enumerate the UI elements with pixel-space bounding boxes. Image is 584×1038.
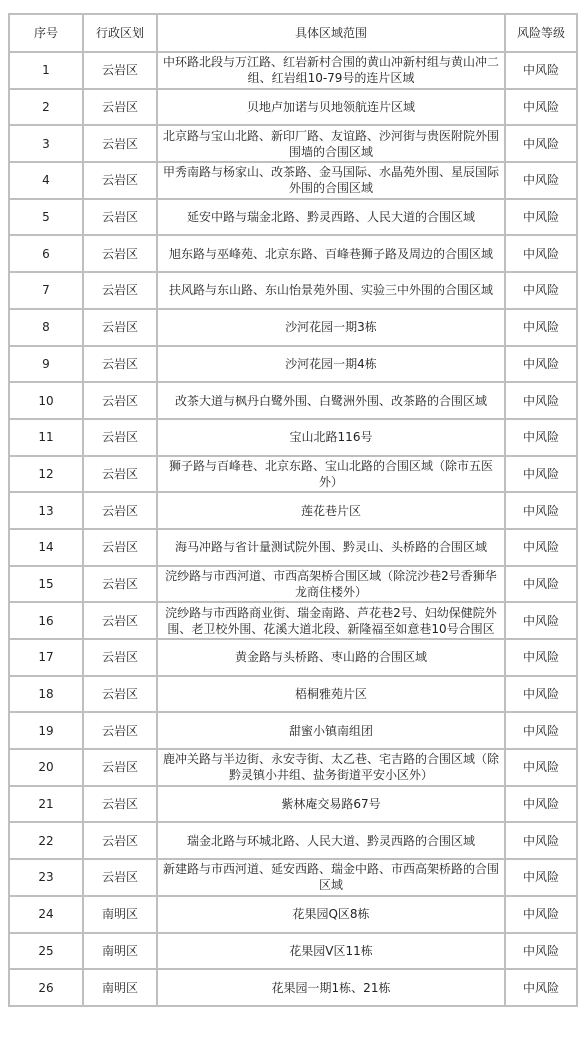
- cell-index: 3: [9, 125, 83, 162]
- cell-risk-level: 中风险: [505, 566, 577, 603]
- cell-district: 云岩区: [83, 89, 157, 126]
- cell-area-scope: 海马冲路与省计量测试院外围、黔灵山、头桥路的合围区域: [157, 529, 505, 566]
- cell-area-scope: 扶风路与东山路、东山怡景苑外围、实验三中外围的合围区域: [157, 272, 505, 309]
- cell-risk-level: 中风险: [505, 199, 577, 236]
- table-row: [9, 125, 577, 162]
- cell-district: 云岩区: [83, 529, 157, 566]
- cell-risk-level: 中风险: [505, 89, 577, 126]
- cell-risk-level: 中风险: [505, 235, 577, 272]
- header-district: 行政区划: [83, 14, 157, 52]
- table-row: [9, 822, 577, 859]
- table-row: [9, 529, 577, 566]
- table-row: [9, 749, 577, 786]
- cell-area-scope: 甜蜜小镇南组团: [157, 712, 505, 749]
- cell-area-scope: 新建路与市西河道、延安西路、瑞金中路、市西高架桥路的合围区域: [157, 859, 505, 896]
- cell-area-scope: 黄金路与头桥路、枣山路的合围区域: [157, 639, 505, 676]
- cell-index: 18: [9, 676, 83, 713]
- cell-risk-level: 中风险: [505, 309, 577, 346]
- cell-risk-level: 中风险: [505, 639, 577, 676]
- cell-area-scope: 狮子路与百峰巷、北京东路、宝山北路的合围区域（除市五医外）: [157, 456, 505, 493]
- cell-risk-level: 中风险: [505, 749, 577, 786]
- cell-risk-level: 中风险: [505, 896, 577, 933]
- table-row: [9, 309, 577, 346]
- table-row: [9, 676, 577, 713]
- cell-index: 2: [9, 89, 83, 126]
- cell-area-scope: 花果园Q区8栋: [157, 896, 505, 933]
- cell-index: 22: [9, 822, 83, 859]
- cell-area-scope: 改茶大道与枫丹白鹭外围、白鹭洲外围、改茶路的合围区域: [157, 382, 505, 419]
- table-body: [9, 52, 577, 1006]
- table-row: [9, 235, 577, 272]
- cell-index: 13: [9, 492, 83, 529]
- table-row: [9, 346, 577, 383]
- cell-index: 1: [9, 52, 83, 89]
- table-row: [9, 89, 577, 126]
- cell-district: 云岩区: [83, 602, 157, 639]
- cell-risk-level: 中风险: [505, 52, 577, 89]
- cell-district: 云岩区: [83, 492, 157, 529]
- cell-risk-level: 中风险: [505, 456, 577, 493]
- cell-district: 云岩区: [83, 346, 157, 383]
- table-row: [9, 199, 577, 236]
- cell-risk-level: 中风险: [505, 346, 577, 383]
- cell-district: 云岩区: [83, 382, 157, 419]
- table-row: [9, 859, 577, 896]
- cell-district: 云岩区: [83, 786, 157, 823]
- cell-risk-level: 中风险: [505, 125, 577, 162]
- cell-district: 云岩区: [83, 272, 157, 309]
- cell-index: 9: [9, 346, 83, 383]
- cell-district: 云岩区: [83, 456, 157, 493]
- cell-district: 云岩区: [83, 859, 157, 896]
- cell-index: 10: [9, 382, 83, 419]
- cell-index: 14: [9, 529, 83, 566]
- cell-area-scope: 梧桐雅苑片区: [157, 676, 505, 713]
- cell-area-scope: 莲花巷片区: [157, 492, 505, 529]
- table-row: [9, 639, 577, 676]
- cell-index: 17: [9, 639, 83, 676]
- table-row: [9, 602, 577, 639]
- cell-district: 云岩区: [83, 162, 157, 199]
- cell-index: 6: [9, 235, 83, 272]
- header-area-scope: 具体区域范围: [157, 14, 505, 52]
- cell-area-scope: 贝地卢加诺与贝地领航连片区域: [157, 89, 505, 126]
- table-row: [9, 896, 577, 933]
- table-row: [9, 162, 577, 199]
- cell-risk-level: 中风险: [505, 382, 577, 419]
- table-row: [9, 419, 577, 456]
- cell-index: 15: [9, 566, 83, 603]
- cell-district: 南明区: [83, 896, 157, 933]
- table-row: [9, 712, 577, 749]
- risk-area-table: [8, 13, 578, 1007]
- cell-area-scope: 花果园一期1栋、21栋: [157, 969, 505, 1006]
- table-row: [9, 272, 577, 309]
- cell-index: 19: [9, 712, 83, 749]
- cell-district: 云岩区: [83, 822, 157, 859]
- cell-district: 云岩区: [83, 125, 157, 162]
- risk-area-table-container: [8, 13, 576, 1007]
- cell-index: 25: [9, 933, 83, 970]
- cell-area-scope: 浣纱路与市西路商业街、瑞金南路、芦花巷2号、妇幼保健院外围、老卫校外围、花溪大道北段、新隆福至如意巷10号合围区: [157, 602, 505, 639]
- table-row: [9, 456, 577, 493]
- cell-index: 16: [9, 602, 83, 639]
- cell-district: 云岩区: [83, 639, 157, 676]
- table-row: [9, 382, 577, 419]
- cell-index: 26: [9, 969, 83, 1006]
- header-index: 序号: [9, 14, 83, 52]
- cell-district: 云岩区: [83, 749, 157, 786]
- cell-index: 23: [9, 859, 83, 896]
- cell-risk-level: 中风险: [505, 492, 577, 529]
- cell-area-scope: 延安中路与瑞金北路、黔灵西路、人民大道的合围区域: [157, 199, 505, 236]
- cell-index: 12: [9, 456, 83, 493]
- cell-area-scope: 北京路与宝山北路、新印厂路、友谊路、沙河街与贵医附院外围围墙的合围区域: [157, 125, 505, 162]
- cell-risk-level: 中风险: [505, 529, 577, 566]
- cell-index: 5: [9, 199, 83, 236]
- header-risk-level: 风险等级: [505, 14, 577, 52]
- cell-area-scope: 沙河花园一期3栋: [157, 309, 505, 346]
- cell-district: 云岩区: [83, 419, 157, 456]
- cell-risk-level: 中风险: [505, 272, 577, 309]
- table-row: [9, 566, 577, 603]
- cell-index: 21: [9, 786, 83, 823]
- cell-district: 云岩区: [83, 309, 157, 346]
- cell-area-scope: 沙河花园一期4栋: [157, 346, 505, 383]
- cell-risk-level: 中风险: [505, 786, 577, 823]
- cell-district: 云岩区: [83, 566, 157, 603]
- cell-area-scope: 中环路北段与万江路、红岩新村合围的黄山冲新村组与黄山冲二组、红岩组10-79号的连片区域: [157, 52, 505, 89]
- cell-index: 11: [9, 419, 83, 456]
- cell-risk-level: 中风险: [505, 712, 577, 749]
- cell-area-scope: 甲秀南路与杨家山、改茶路、金马国际、水晶苑外围、星辰国际外围的合围区域: [157, 162, 505, 199]
- cell-index: 8: [9, 309, 83, 346]
- cell-risk-level: 中风险: [505, 822, 577, 859]
- cell-area-scope: 紫林庵交易路67号: [157, 786, 505, 823]
- cell-district: 南明区: [83, 969, 157, 1006]
- cell-risk-level: 中风险: [505, 969, 577, 1006]
- cell-index: 4: [9, 162, 83, 199]
- cell-area-scope: 旭东路与巫峰苑、北京东路、百峰巷狮子路及周边的合围区域: [157, 235, 505, 272]
- cell-district: 云岩区: [83, 676, 157, 713]
- table-header-row: [9, 14, 577, 52]
- cell-area-scope: 浣纱路与市西河道、市西高架桥合围区域（除浣沙巷2号香狮华龙商住楼外）: [157, 566, 505, 603]
- table-row: [9, 52, 577, 89]
- table-row: [9, 969, 577, 1006]
- cell-risk-level: 中风险: [505, 419, 577, 456]
- cell-area-scope: 花果园V区11栋: [157, 933, 505, 970]
- cell-area-scope: 宝山北路116号: [157, 419, 505, 456]
- cell-district: 云岩区: [83, 52, 157, 89]
- cell-risk-level: 中风险: [505, 602, 577, 639]
- cell-index: 24: [9, 896, 83, 933]
- cell-risk-level: 中风险: [505, 933, 577, 970]
- cell-risk-level: 中风险: [505, 676, 577, 713]
- cell-index: 7: [9, 272, 83, 309]
- cell-district: 南明区: [83, 933, 157, 970]
- cell-area-scope: 鹿冲关路与半边街、永安寺街、太乙巷、宅吉路的合围区域（除黔灵镇小井组、盐务街道平安小区外）: [157, 749, 505, 786]
- table-row: [9, 933, 577, 970]
- cell-risk-level: 中风险: [505, 162, 577, 199]
- cell-district: 云岩区: [83, 712, 157, 749]
- cell-index: 20: [9, 749, 83, 786]
- cell-district: 云岩区: [83, 199, 157, 236]
- cell-district: 云岩区: [83, 235, 157, 272]
- cell-risk-level: 中风险: [505, 859, 577, 896]
- table-row: [9, 492, 577, 529]
- table-row: [9, 786, 577, 823]
- cell-area-scope: 瑞金北路与环城北路、人民大道、黔灵西路的合围区域: [157, 822, 505, 859]
